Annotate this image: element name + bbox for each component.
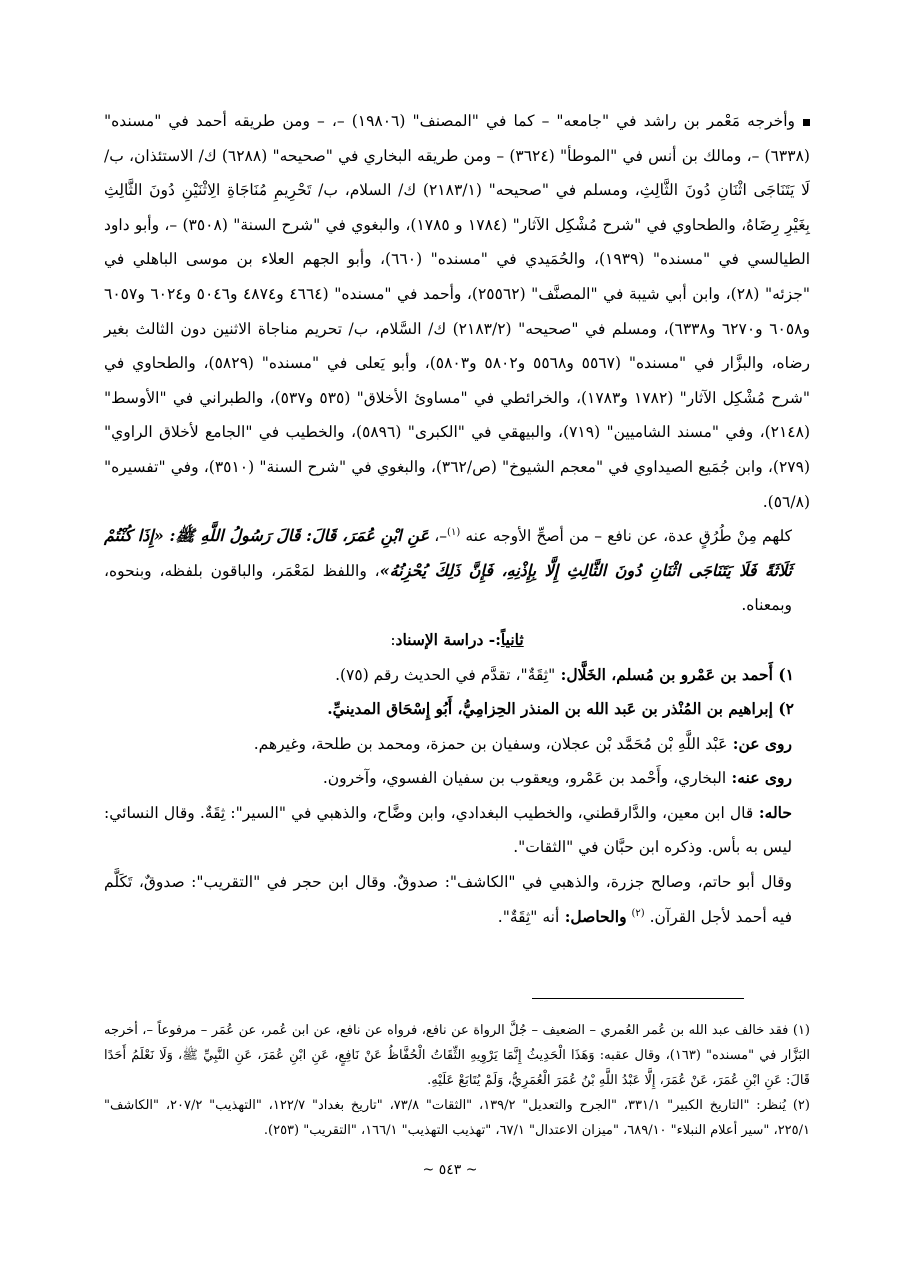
- rawa-anhu: روى عنه: البخاري، وأَحْمد بن عَمْرو، ويعقوب بن سفيان الفسوي، وآخرون.: [322, 768, 792, 788]
- paragraph-summary: كلهم مِنْ طُرُقٍ عدة، عن نافع – من أصحِّ الأوجه عنه $^{(١)}$–، عَنِ ابْنِ عُمَرَ، قَالَ: قَالَ رَسُولُ اللَّهِ ﷺ: «إِذَا كُنْتُمْ ثَلَاثَةً فَلَا يَتَنَاجَى اثْنَانِ دُونَ الثَّالِثِ إِلَّا بِإِذْنِهِ، فَإِنَّ ذَلِكَ يُحْزِنُهُ»، واللفظ لمَعْمَر، والباقون بلفظه، وبنحوه، وبمعناه.: [104, 526, 793, 615]
- footnote-1: (١) فقد خالف عبد الله بن عُمر العُمري – الضعيف – جُلَّ الرواة عن نافع، فرواه عن نافع، عن ابن عُمر، عن عُمَر – مرفوعاً –، أخرجه البَزَّار في "مسنده" (١٦٣)، وقال عقبه: وَهَذَا الْحَدِيثُ إِنَّمَا يَرْوِيهِ الثِّقَاتُ الْحُفَّاظُ عَنْ نَافِعٍ، عَنِ ابْنِ عُمَرَ، عَنِ النَّبِيِّ ﷺ، وَلَا نَعْلَمُ أَحَدًا قَالَ: عَنِ ابْنِ عُمَرَ، عَنْ عُمَرَ، إِلَّا عَبْدُ اللَّهِ بْنُ عُمَرَ الْعُمَرِيُّ، وَلَمْ يُتَابَعْ عَلَيْهِ.: [104, 1023, 811, 1088]
- section-heading: ثانياً:- دراسة الإسناد:: [390, 629, 524, 649]
- footnote-2: (٢) يُنظر: "التاريخ الكبير" ٣٣١/١، "الجرح والتعديل" ١٣٩/٢، "الثقات" ٧٣/٨، "تاريخ بغداد" ١٢٢/٧، "التهذيب" ٢٠٧/٢، "الكاشف" ٢٢٥/١، "سير أعلام النبلاء" ٦٨٩/١٠، "ميزان الاعتدال" ٦٧/١، "تهذيب التهذيب" ١٦٦/١، "التقريب" (٢٥٣).: [104, 1098, 810, 1138]
- square-bullet-icon: [803, 119, 810, 126]
- narrator-status: حاله: قال ابن معين، والدَّارقطني، والخطيب البغدادي، وابن وضَّاح، والذهبي في "السير": ثِقَةٌ. وقال النسائي: ليس به بأس. وذكره ابن حبَّان في "الثقات".: [104, 802, 792, 857]
- footnote-separator: [532, 998, 744, 999]
- narrator-1: ١) أَحمد بن عَمْرو بن مُسلم، الخَلَّال: "ثِقَةٌ"، تقدَّم في الحديث رقم (٧٥).: [335, 664, 794, 684]
- page-number: ~ ٥٤٣ ~: [422, 1162, 478, 1178]
- footnotes: [104, 1018, 810, 1143]
- paragraph-takhrij: وأخرجه مَعْمر بن راشد في "جامعه" – كما في "المصنف" (١٩٨٠٦) –، – ومن طريقه أحمد في "مسنده" (٦٣٣٨) –، ومالك بن أنس في "الموطأ" (٣٦٢٤) – ومن طريقه البخاري في "صحيحه" (٦٢٨٨) ك/ الاستئذان، ب/لَا يَتَنَاجَى اثْنَانِ دُونَ الثَّالِثِ، ومسلم في "صحيحه" (٢١٨٣/١) ك/ السلام، ب/ تَحْرِيمِ مُنَاجَاةِ الِاثْنَيْنِ دُونَ الثَّالِثِ بِغَيْرِ رِضَاهُ، والطحاوي في "شرح مُشْكِل الآثار" (١٧٨٤ و ١٧٨٥)، والبغوي في "شرح السنة" (٣٥٠٨) –، وأبو داود الطيالسي في "مسنده" (١٩٣٩)، والحُمَيدي في "مسنده" (٦٦٠)، وأبو الجهم العلاء بن موسى الباهلي في "جزئه" (٢٨)، وابن أبي شيبة في "المصنَّف" (٢٥٥٦٢)، وأحمد في "مسنده" (٤٦٦٤ و٤٨٧٤ و٥٠٤٦ و٦٠٢٤ و٦٠٥٧ و٦٠٥٨ و٦٢٧٠ و٦٣٣٨)، ومسلم في "صحيحه" (٢١٨٣/٢) ك/ السَّلام، ب/ تحريم مناجاة الاثنين دون الثالث بغير رضاه، والبزَّار في "مسنده" (٥٥٦٧ و٥٥٦٨ و٥٨٠٢ و٥٨٠٣)، وأبو يَعلى في "مسنده" (٥٨٢٩)، والطحاوي في "شرح مُشْكِل الآثار" (١٧٨٢ و١٧٨٣)، والخرائطي في "مساوئ الأخلاق" (٥٣٥ و٥٣٧)، والطبراني في "الأوسط" (٢١٤٨)، وفي "مسند الشاميين" (٧١٩)، والبيهقي في "الكبرى" (٥٨٩٦)، والخطيب في "الجامع لأخلاق الراوي" (٢٧٩)، وابن جُمَيع الصيداوي في "معجم الشيوخ" (ص/٣٦٢)، والبغوي في "شرح السنة" (٣٥١٠)، وفي "تفسيره" (٥٦/٨).: [104, 112, 810, 511]
- footnote-ref-2[interactable]: (٢): [631, 907, 645, 919]
- footnote-ref-1[interactable]: (١): [447, 526, 461, 538]
- rawa-an: روى عن: عَبْد اللَّهِ بْن مُحَمَّد بْن عجلان، وسفيان بن حمزة، ومحمد بن طلحة، وغيرهم.: [253, 733, 792, 753]
- narrator-2-title: ٢) إبراهيم بن المُنْذر بن عَبد الله بن المنذر الحِزامِيُّ، أَبُو إِسْحَاق المدينيِّ.: [327, 699, 794, 719]
- main-text: [104, 104, 810, 934]
- hadith-text: عَنِ ابْنِ عُمَرَ، قَالَ: قَالَ رَسُولُ اللَّهِ ﷺ: «إِذَا كُنْتُمْ ثَلَاثَةً فَلَا يَتَنَاجَى اثْنَانِ دُونَ الثَّالِثِ إِلَّا بِإِذْنِهِ، فَإِنَّ ذَلِكَ يُحْزِنُهُ»: [104, 526, 793, 580]
- narrator-conclusion: وقال أبو حاتم، وصالح جزرة، والذهبي في "الكاشف": صدوقٌ. وقال ابن حجر في "التقريب": صدوقٌ، تَكَلَّم فيه أحمد لأجل القرآن. $^{(٢)}$ والحاصل: أنه "ثِقَةٌ".: [104, 873, 792, 926]
